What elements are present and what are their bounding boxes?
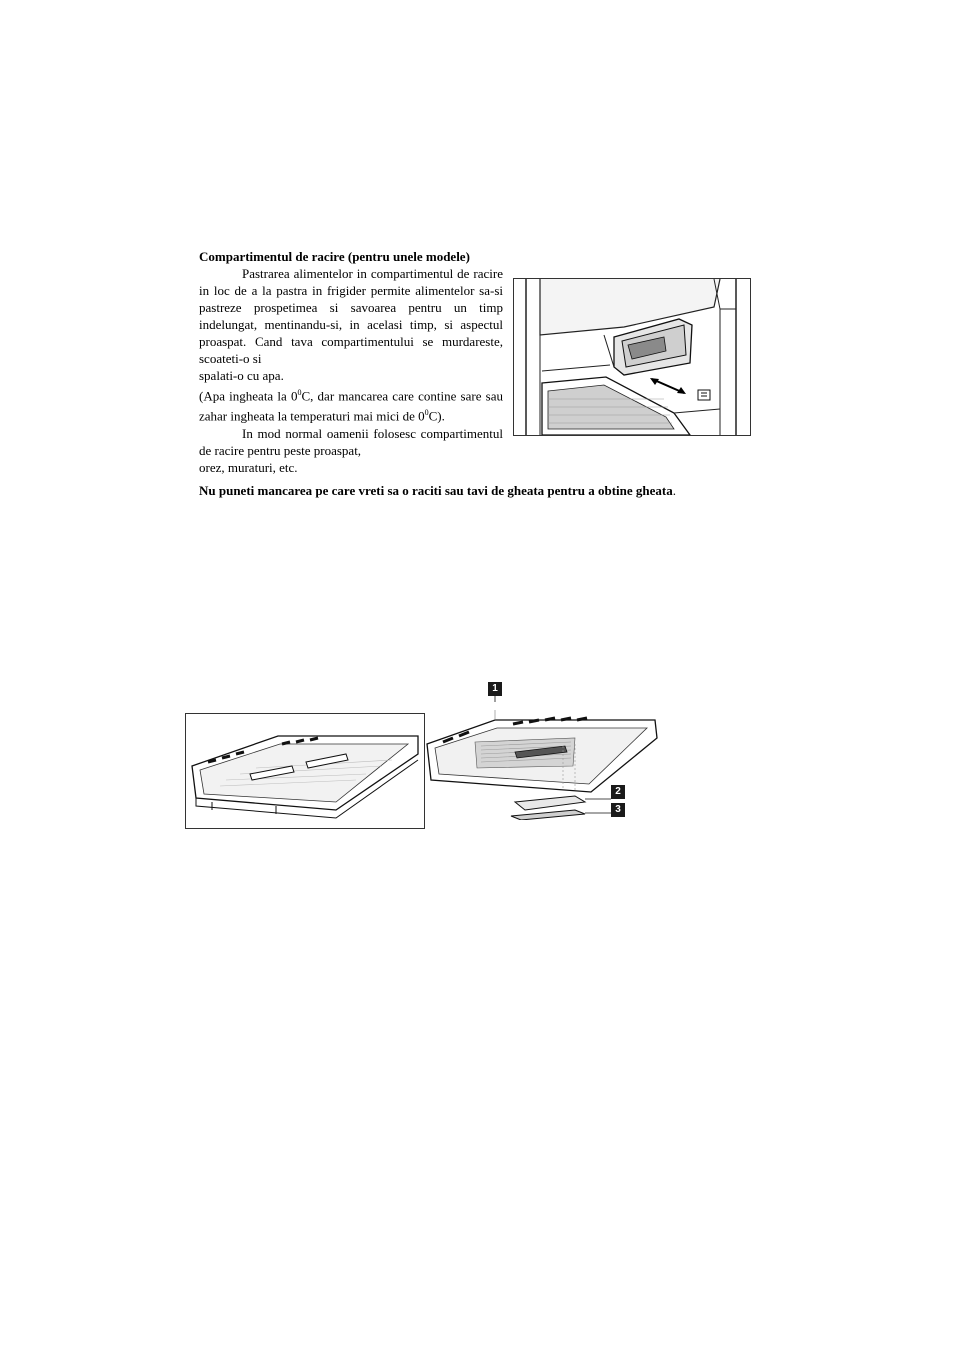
chiller-compartment-illustration	[513, 278, 751, 436]
tray-assembled-illustration	[185, 713, 425, 829]
fridge-interior-drawing	[514, 279, 750, 435]
warning-period: .	[672, 483, 676, 498]
body-text-column	[199, 248, 503, 476]
paragraph-3-text: In mod normal oamenii folosesc compartimentul de racire pentru peste proaspat,	[199, 425, 503, 458]
warning-text: Nu puneti mancarea pe care vreti sa o raciti sau tavi de gheata pentru a obtine gheata	[199, 483, 673, 498]
paragraph-2-text-c: C).	[428, 408, 445, 424]
callout-label-2: 2	[611, 785, 625, 799]
callout-label-1: 1	[488, 682, 502, 696]
tray-parts-illustration	[425, 680, 665, 820]
paragraph-2	[199, 384, 503, 425]
paragraph-1-end: spalati-o cu apa.	[199, 368, 284, 383]
paragraph-2-text-b: C, dar mancarea care contine sare sau zahar ingheata la temperaturi mai mici de 0	[199, 388, 503, 424]
callout-label-3: 3	[611, 803, 625, 817]
degree-superscript-2: 0	[424, 408, 429, 418]
degree-superscript-1: 0	[297, 388, 302, 397]
paragraph-3-end: orez, muraturi, etc.	[199, 459, 298, 475]
warning-note	[199, 482, 707, 499]
tray-parts-drawing	[425, 680, 665, 820]
paragraph-2-text-a: (Apa ingheata la 0	[199, 388, 298, 404]
paragraph-1-text: Pastrarea alimentelor in compartimentul de racire in loc de a la pastra in frigider permite alimentelor sa-si pastreze prospetimea si savoarea pentru un timp indelungat, mentinandu-si, in acelasi timp, si aspectul proaspat. Cand tava compartimentului se murdareste, scoateti-o si	[199, 266, 503, 366]
paragraph-3	[199, 425, 503, 459]
section-heading: Compartimentul de racire (pentru unele modele)	[199, 249, 470, 264]
tray-assembled-drawing	[186, 714, 424, 828]
paragraph-1	[199, 265, 503, 367]
